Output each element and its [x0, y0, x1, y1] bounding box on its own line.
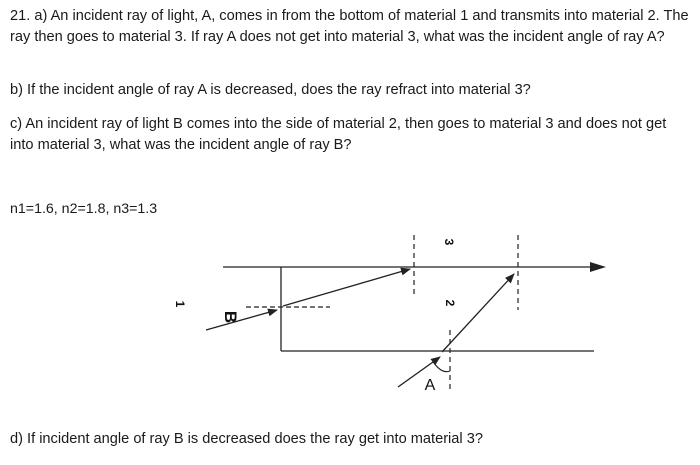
ray-a-angle-arc — [434, 363, 450, 372]
ray-a-refracted — [442, 274, 514, 352]
ray-b-refracted — [283, 269, 410, 306]
label-material-3: 3 — [442, 238, 456, 246]
label-ray-a: A — [424, 377, 436, 394]
question-part-d: d) If incident angle of ray B is decreased does the ray get into material 3? — [10, 431, 483, 447]
label-material-1: 1 — [173, 300, 187, 308]
question-part-b: b) If the incident angle of ray A is decreased, does the ray refract into material 3? — [10, 82, 531, 98]
label-ray-b: B — [221, 310, 240, 324]
interface-arrowhead-icon — [590, 262, 606, 272]
label-material-2: 2 — [443, 299, 457, 307]
question-part-a: 21. a) An incident ray of light, A, comes in from the bottom of material 1 and transmits into material 2. The ray then goes to material 3. If ray A does not get into material 3, what was the incident angle of ray A? — [10, 8, 689, 45]
ray-b-incident — [206, 310, 277, 330]
refractive-indices: n1=1.6, n2=1.8, n3=1.3 — [10, 201, 158, 217]
question-part-c: c) An incident ray of light B comes into the side of material 2, then goes to material 3 and does not get into material 3, what was the incident angle of ray B? — [10, 116, 667, 153]
